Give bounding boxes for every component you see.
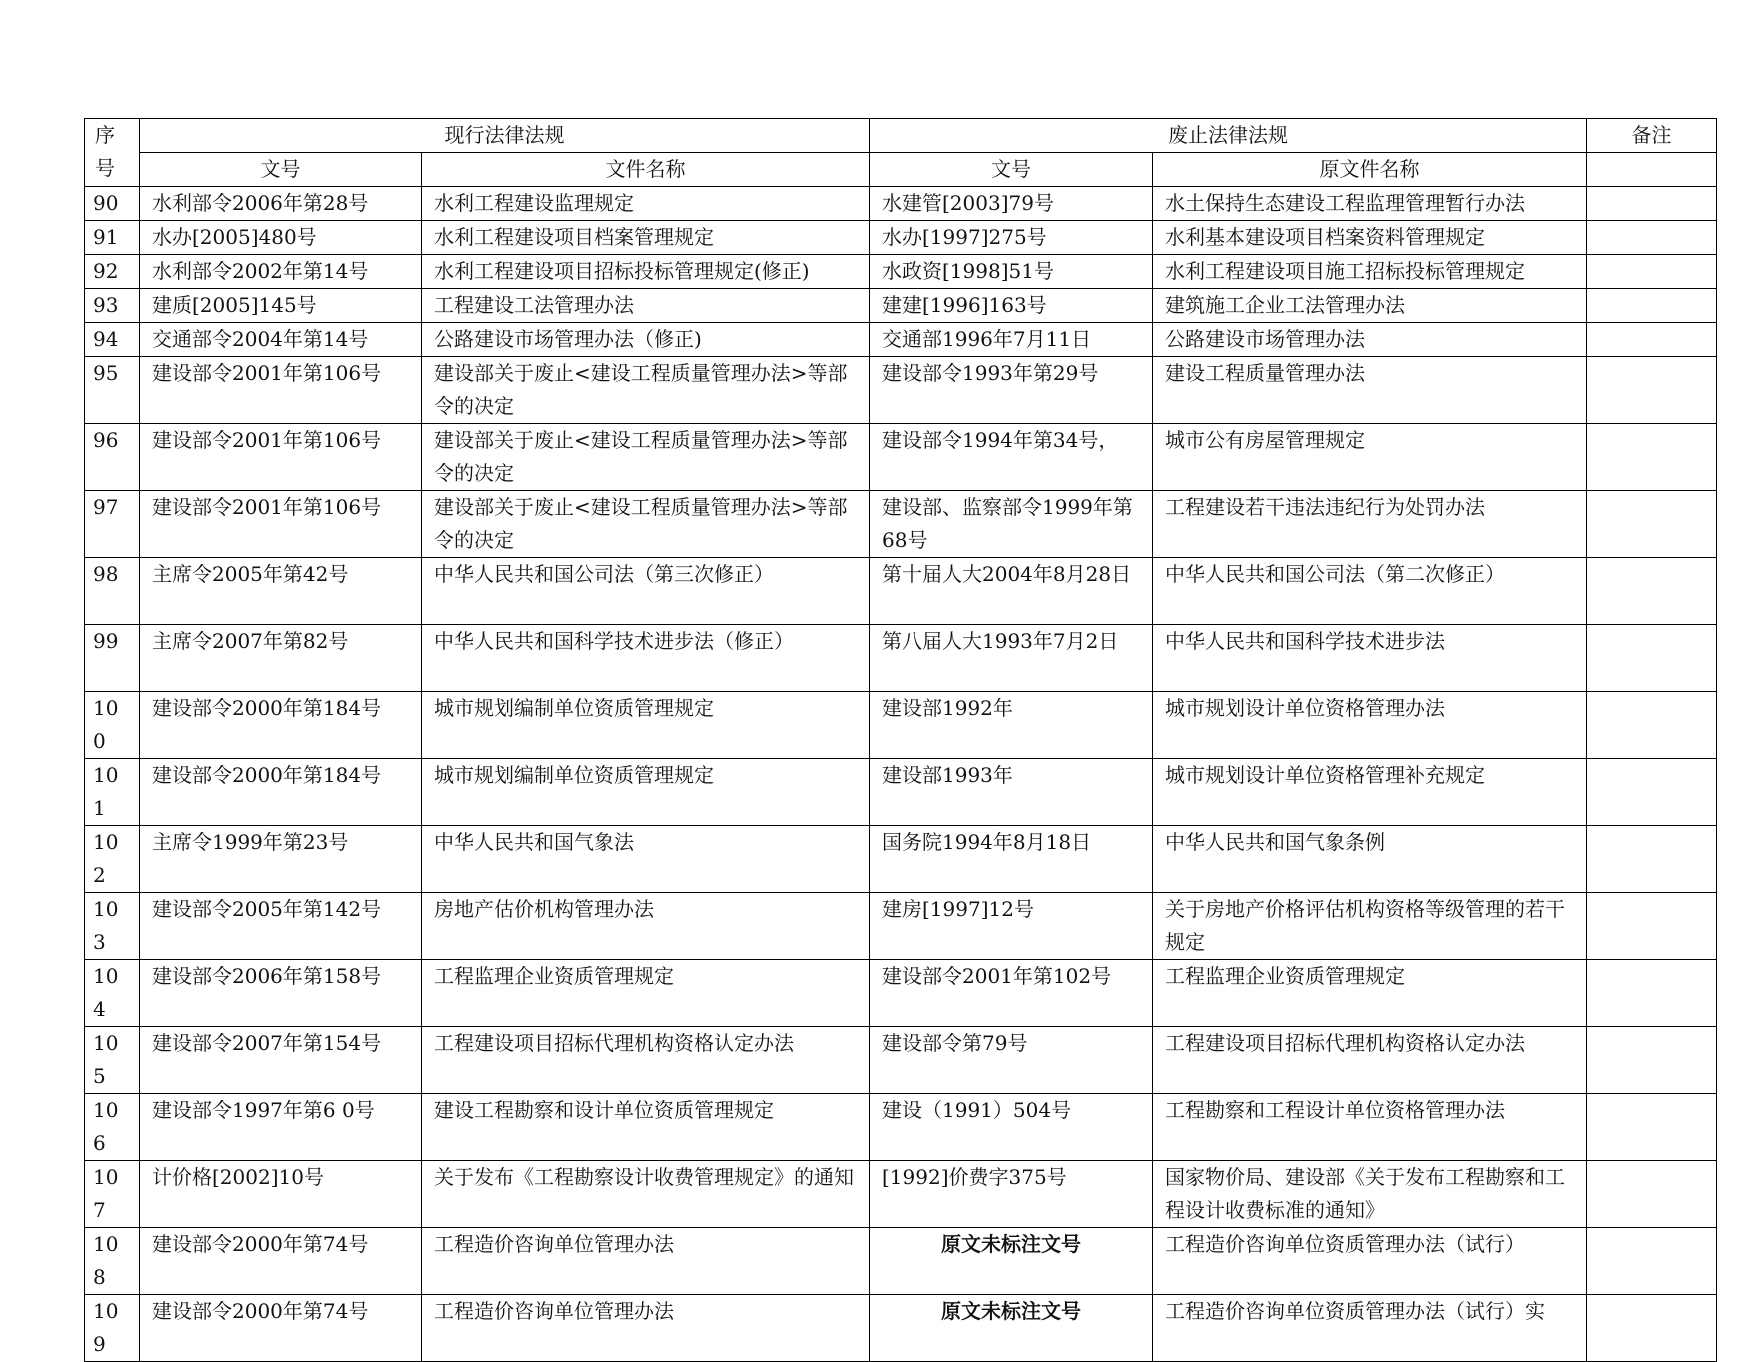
- remark-cell: [1587, 187, 1717, 221]
- row-seq: 109: [85, 1295, 140, 1362]
- remark-cell: [1587, 491, 1717, 558]
- row-seq: 101: [85, 759, 140, 826]
- current-docno: 建设部令2006年第158号: [140, 960, 422, 1027]
- table-row: [85, 960, 1717, 1027]
- header-row-1: [85, 119, 1717, 153]
- table-row: [85, 1161, 1717, 1228]
- current-docno: 建设部令2001年第106号: [140, 357, 422, 424]
- remark-cell: [1587, 1161, 1717, 1228]
- current-docno: 水利部令2002年第14号: [140, 255, 422, 289]
- current-name: 房地产估价机构管理办法: [422, 893, 870, 960]
- row-seq: 105: [85, 1027, 140, 1094]
- table-row: [85, 759, 1717, 826]
- abolished-name: 建筑施工企业工法管理办法: [1153, 289, 1587, 323]
- current-name: 中华人民共和国公司法（第三次修正）: [422, 558, 870, 625]
- table-row: [85, 625, 1717, 692]
- current-docno: 水办[2005]480号: [140, 221, 422, 255]
- table-row: [85, 1295, 1717, 1362]
- current-docno: 建设部令1997年第6 0号: [140, 1094, 422, 1161]
- row-seq: 103: [85, 893, 140, 960]
- abolished-name: 水利基本建设项目档案资料管理规定: [1153, 221, 1587, 255]
- current-docno-header: 文号: [140, 153, 422, 187]
- remark-cell: [1587, 424, 1717, 491]
- current-name: 建设部关于废止<建设工程质量管理办法>等部令的决定: [422, 491, 870, 558]
- table-row: [85, 558, 1717, 625]
- abolished-name: 工程建设项目招标代理机构资格认定办法: [1153, 1027, 1587, 1094]
- abolished-docno-header: 文号: [870, 153, 1153, 187]
- table-row: [85, 1094, 1717, 1161]
- remark-cell: [1587, 893, 1717, 960]
- abolished-name: 公路建设市场管理办法: [1153, 323, 1587, 357]
- abolished-docno: 交通部1996年7月11日: [870, 323, 1153, 357]
- abolished-docno: 第十届人大2004年8月28日: [870, 558, 1153, 625]
- table-row: [85, 1027, 1717, 1094]
- abolished-name: 国家物价局、建设部《关于发布工程勘察和工程设计收费标准的通知》: [1153, 1161, 1587, 1228]
- row-seq: 104: [85, 960, 140, 1027]
- current-name: 工程建设工法管理办法: [422, 289, 870, 323]
- table-row: [85, 491, 1717, 558]
- current-name: 水利工程建设监理规定: [422, 187, 870, 221]
- current-docno: 主席令2007年第82号: [140, 625, 422, 692]
- abolished-docno: 原文未标注文号: [870, 1228, 1153, 1295]
- table-row: [85, 1228, 1717, 1295]
- abolished-docno: 建设部1992年: [870, 692, 1153, 759]
- remark-cell: [1587, 1094, 1717, 1161]
- abolished-laws-header: 废止法律法规: [870, 119, 1587, 153]
- table-row: [85, 323, 1717, 357]
- current-docno: 建设部令2000年第74号: [140, 1295, 422, 1362]
- abolished-docno: 建房[1997]12号: [870, 893, 1153, 960]
- current-name: 关于发布《工程勘察设计收费管理规定》的通知: [422, 1161, 870, 1228]
- abolished-docno: 建设部令1994年第34号，: [870, 424, 1153, 491]
- abolished-name: 中华人民共和国气象条例: [1153, 826, 1587, 893]
- abolished-docno: 国务院1994年8月18日: [870, 826, 1153, 893]
- current-name: 建设部关于废止<建设工程质量管理办法>等部令的决定: [422, 357, 870, 424]
- remark-cell: [1587, 357, 1717, 424]
- row-seq: 93: [85, 289, 140, 323]
- abolished-docno: 第八届人大1993年7月2日: [870, 625, 1153, 692]
- table-row: [85, 357, 1717, 424]
- row-seq: 97: [85, 491, 140, 558]
- remark-cell: [1587, 255, 1717, 289]
- abolished-docno: 建建[1996]163号: [870, 289, 1153, 323]
- current-name: 建设部关于废止<建设工程质量管理办法>等部令的决定: [422, 424, 870, 491]
- abolished-name: 工程造价咨询单位资质管理办法（试行）实: [1153, 1295, 1587, 1362]
- abolished-name: 工程建设若干违法违纪行为处罚办法: [1153, 491, 1587, 558]
- current-docno: 主席令1999年第23号: [140, 826, 422, 893]
- table-row: [85, 255, 1717, 289]
- abolished-name: 工程勘察和工程设计单位资格管理办法: [1153, 1094, 1587, 1161]
- row-seq: 94: [85, 323, 140, 357]
- remark-cell: [1587, 558, 1717, 625]
- header-row-2: [85, 153, 1717, 187]
- current-docno: 建设部令2000年第184号: [140, 759, 422, 826]
- abolished-name: 工程造价咨询单位资质管理办法（试行）: [1153, 1228, 1587, 1295]
- remark-cell: [1587, 692, 1717, 759]
- abolished-docno: 水办[1997]275号: [870, 221, 1153, 255]
- current-name: 工程监理企业资质管理规定: [422, 960, 870, 1027]
- current-laws-header: 现行法律法规: [140, 119, 870, 153]
- row-seq: 106: [85, 1094, 140, 1161]
- row-seq: 108: [85, 1228, 140, 1295]
- remark-cell: [1587, 1027, 1717, 1094]
- current-name: 工程建设项目招标代理机构资格认定办法: [422, 1027, 870, 1094]
- current-name: 城市规划编制单位资质管理规定: [422, 759, 870, 826]
- remark-cell: [1587, 221, 1717, 255]
- abolished-docno: 水政资[1998]51号: [870, 255, 1153, 289]
- abolished-name: 城市规划设计单位资格管理补充规定: [1153, 759, 1587, 826]
- row-seq: 91: [85, 221, 140, 255]
- table-row: [85, 424, 1717, 491]
- row-seq: 107: [85, 1161, 140, 1228]
- abolished-name: 水土保持生态建设工程监理管理暂行办法: [1153, 187, 1587, 221]
- abolished-docno: 建设部1993年: [870, 759, 1153, 826]
- abolished-name: 中华人民共和国科学技术进步法: [1153, 625, 1587, 692]
- remark-cell: [1587, 960, 1717, 1027]
- remark-cell: [1587, 826, 1717, 893]
- abolished-name: 工程监理企业资质管理规定: [1153, 960, 1587, 1027]
- current-docno: 主席令2005年第42号: [140, 558, 422, 625]
- current-name-header: 文件名称: [422, 153, 870, 187]
- current-name: 中华人民共和国科学技术进步法（修正）: [422, 625, 870, 692]
- current-docno: 建设部令2007年第154号: [140, 1027, 422, 1094]
- row-seq: 92: [85, 255, 140, 289]
- remark-header: 备注: [1587, 119, 1717, 153]
- abolished-docno: 建设部令2001年第102号: [870, 960, 1153, 1027]
- table-row: [85, 187, 1717, 221]
- current-name: 城市规划编制单位资质管理规定: [422, 692, 870, 759]
- current-docno: 建质[2005]145号: [140, 289, 422, 323]
- row-seq: 99: [85, 625, 140, 692]
- current-name: 公路建设市场管理办法（修正): [422, 323, 870, 357]
- current-name: 水利工程建设项目招标投标管理规定(修正): [422, 255, 870, 289]
- remark-cell: [1587, 625, 1717, 692]
- remark-subheader: [1587, 153, 1717, 187]
- table-row: [85, 893, 1717, 960]
- abolished-docno: 水建管[2003]79号: [870, 187, 1153, 221]
- row-seq: 100: [85, 692, 140, 759]
- current-docno: 建设部令2005年第142号: [140, 893, 422, 960]
- table-row: [85, 826, 1717, 893]
- current-docno: 建设部令2000年第184号: [140, 692, 422, 759]
- table-row: [85, 221, 1717, 255]
- abolished-docno: 建设（1991）504号: [870, 1094, 1153, 1161]
- abolished-name: 关于房地产价格评估机构资格等级管理的若干规定: [1153, 893, 1587, 960]
- remark-cell: [1587, 1295, 1717, 1362]
- current-docno: 建设部令2001年第106号: [140, 424, 422, 491]
- abolished-docno: 建设部、监察部令1999年第68号: [870, 491, 1153, 558]
- abolished-name: 城市公有房屋管理规定: [1153, 424, 1587, 491]
- laws-table: [84, 118, 1717, 1362]
- current-docno: 水利部令2006年第28号: [140, 187, 422, 221]
- current-name: 工程造价咨询单位管理办法: [422, 1295, 870, 1362]
- current-name: 中华人民共和国气象法: [422, 826, 870, 893]
- remark-cell: [1587, 759, 1717, 826]
- row-seq: 102: [85, 826, 140, 893]
- remark-cell: [1587, 1228, 1717, 1295]
- abolished-docno: 建设部令第79号: [870, 1027, 1153, 1094]
- table-row: [85, 692, 1717, 759]
- abolished-docno: 原文未标注文号: [870, 1295, 1153, 1362]
- abolished-docno: 建设部令1993年第29号: [870, 357, 1153, 424]
- abolished-name: 水利工程建设项目施工招标投标管理规定: [1153, 255, 1587, 289]
- row-seq: 95: [85, 357, 140, 424]
- table-row: [85, 289, 1717, 323]
- current-docno: 计价格[2002]10号: [140, 1161, 422, 1228]
- row-seq: 96: [85, 424, 140, 491]
- abolished-name: 城市规划设计单位资格管理办法: [1153, 692, 1587, 759]
- current-name: 水利工程建设项目档案管理规定: [422, 221, 870, 255]
- abolished-docno: [1992]价费字375号: [870, 1161, 1153, 1228]
- row-seq: 90: [85, 187, 140, 221]
- current-docno: 交通部令2004年第14号: [140, 323, 422, 357]
- remark-cell: [1587, 289, 1717, 323]
- remark-cell: [1587, 323, 1717, 357]
- abolished-name: 中华人民共和国公司法（第二次修正）: [1153, 558, 1587, 625]
- current-name: 工程造价咨询单位管理办法: [422, 1228, 870, 1295]
- seq-header: 序号: [85, 119, 140, 187]
- current-docno: 建设部令2001年第106号: [140, 491, 422, 558]
- current-docno: 建设部令2000年第74号: [140, 1228, 422, 1295]
- row-seq: 98: [85, 558, 140, 625]
- abolished-name: 建设工程质量管理办法: [1153, 357, 1587, 424]
- current-name: 建设工程勘察和设计单位资质管理规定: [422, 1094, 870, 1161]
- abolished-name-header: 原文件名称: [1153, 153, 1587, 187]
